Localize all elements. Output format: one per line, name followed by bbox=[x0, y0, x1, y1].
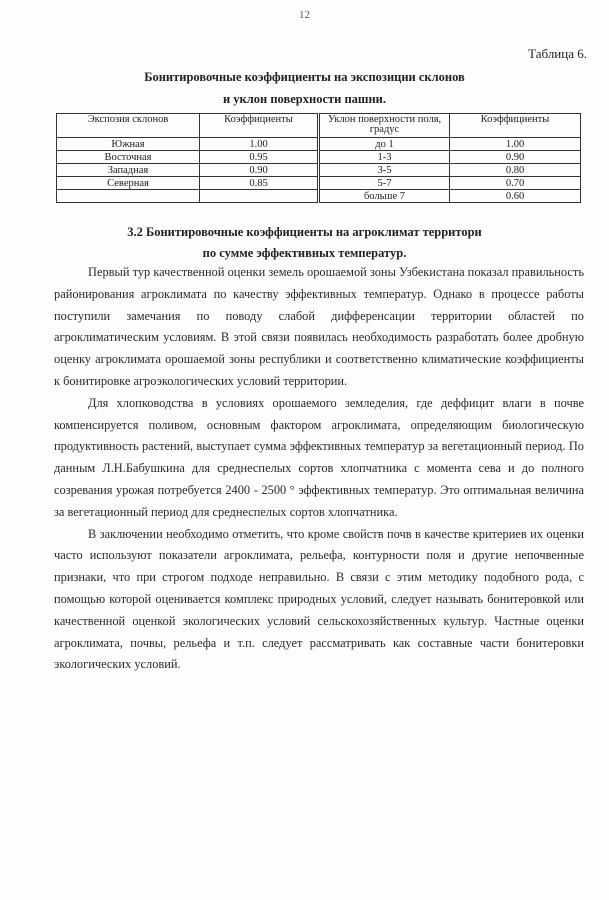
section-title-line-1: 3.2 Бонитировочные коэффициенты на агроклимат территори bbox=[127, 225, 482, 239]
table-row bbox=[57, 151, 581, 164]
page-number: 12 bbox=[299, 9, 310, 21]
cell-coef2: 1.00 bbox=[450, 138, 581, 151]
cell-coef1: 1.00 bbox=[200, 138, 319, 151]
paragraph: Первый тур качественной оценки земель орошаемой зоны Узбекистана показал правильность районирования агроклимата по качеству эффективных температур. Однако в процессе работы поступили замечания по поводу слабой дифференсации территории областей по агроклиматическим условиям. В этой связи появилась необходимость разработать более дробную оценку агроклимата орошаемой зоны республики и соответственно климатические коэффициенты к бонитировке агроэкологических условий территории. bbox=[54, 265, 584, 388]
header-exposure: Экспозия склонов bbox=[57, 114, 200, 138]
cell-coef2: 0.80 bbox=[450, 164, 581, 177]
section-title bbox=[0, 222, 609, 264]
cell-coef1 bbox=[200, 190, 319, 203]
cell-coef2: 0.70 bbox=[450, 177, 581, 190]
cell-exposure: Восточная bbox=[57, 151, 200, 164]
cell-exposure: Южная bbox=[57, 138, 200, 151]
cell-coef1: 0.90 bbox=[200, 164, 319, 177]
header-coefficients-1: Коэффициенты bbox=[200, 114, 319, 138]
cell-exposure bbox=[57, 190, 200, 203]
cell-slope: до 1 bbox=[319, 138, 450, 151]
cell-slope: 1-3 bbox=[319, 151, 450, 164]
table-label: Таблица 6. bbox=[528, 46, 587, 61]
table-title-line-2: и уклон поверхности пашни. bbox=[222, 92, 386, 106]
body-text bbox=[54, 262, 584, 676]
table-row bbox=[57, 177, 581, 190]
table-row bbox=[57, 190, 581, 203]
cell-slope: 5-7 bbox=[319, 177, 450, 190]
cell-coef2: 0.90 bbox=[450, 151, 581, 164]
cell-exposure: Северная bbox=[57, 177, 200, 190]
table-row bbox=[57, 138, 581, 151]
cell-coef1: 0.85 bbox=[200, 177, 319, 190]
coefficients-table bbox=[56, 113, 581, 203]
cell-slope: 3-5 bbox=[319, 164, 450, 177]
paragraph: Для хлопководства в условиях орошаемого земледелия, где деффицит влаги в почве компенсируется поливом, основным фактором агроклимата, определяющим биологическую продуктивность растений, выступает сумма эффективных температур за вегетационный период. По данным Л.Н.Бабушкина для среднеспелых сортов хлопчатника с момента сева и до полного созревания урожая потребуется 2400 - 2500 ° эффективных температур. Это оптимальная величина за вегетационный период для среднеспелых сортов хлопчатника. bbox=[54, 395, 584, 519]
paragraph: В заключении необходимо отметить, что кроме свойств почв в качестве критериев их оценки часто используют показатели агроклимата, рельефа, контурности поля и другие непочвенные признаки, что при строгом подходе неправильно. В связи с этим методику подобного рода, с помощью которой оценивается комплекс природных условий, следует называть бонитеровкой или качественной оценкой экологических условий сельскохозяйственных культур. Частные оценки агроклимата, почвы, рельефа и т.п. следует рассматривать как составные части бонитеровки экологических условий. bbox=[54, 526, 584, 672]
cell-coef2: 0.60 bbox=[450, 190, 581, 203]
table-header-row bbox=[57, 114, 581, 138]
table-row bbox=[57, 164, 581, 177]
section-title-line-2: по сумме эффективных температур. bbox=[202, 246, 407, 260]
cell-coef1: 0.95 bbox=[200, 151, 319, 164]
cell-slope: больше 7 bbox=[319, 190, 450, 203]
header-coefficients-2: Коэффициенты bbox=[450, 114, 581, 138]
cell-exposure: Западная bbox=[57, 164, 200, 177]
table-title bbox=[0, 66, 609, 110]
table-title-line-1: Бонитировочные коэффициенты на экспозиции склонов bbox=[144, 70, 465, 84]
header-slope: Уклон поверхности поля, градус bbox=[319, 114, 450, 138]
